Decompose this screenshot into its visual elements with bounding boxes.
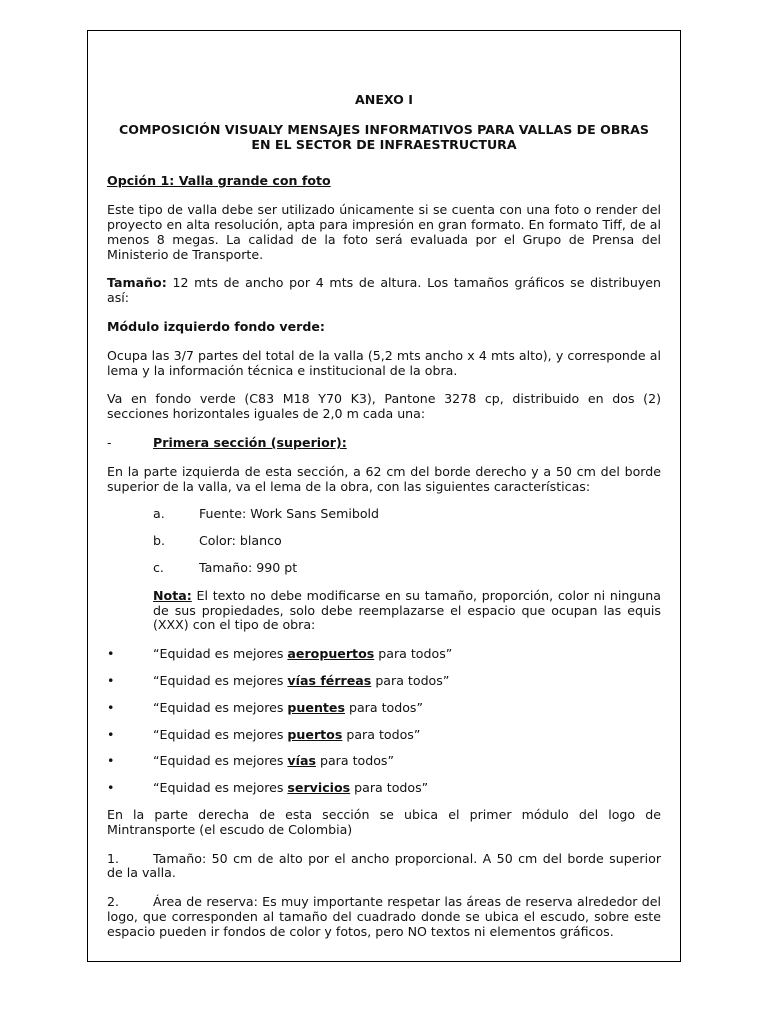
- slogan-keyword: servicios: [287, 780, 351, 796]
- slogan-suffix: para todos”: [315, 753, 394, 769]
- numbered-item: [107, 895, 661, 939]
- paragraph-green-background: Va en fondo verde (C83 M18 Y70 K3), Pantone 3278 cp, distribuido en dos (2) secciones horizontales iguales de 2,0 m cada una:: [107, 391, 661, 422]
- left-module-heading: Módulo izquierdo fondo verde:: [107, 318, 325, 334]
- slogan-item: [107, 754, 661, 769]
- slogan-suffix: para todos”: [371, 672, 450, 688]
- slogan-item: [107, 647, 661, 662]
- slogan-item: [107, 701, 661, 716]
- paragraph-module-share: Ocupa las 3/7 partes del total de la valla (5,2 mts ancho x 4 mts alto), y corresponde al lema y la información técnica e institucional de la obra.: [107, 347, 661, 378]
- item-number: 2.: [107, 894, 120, 910]
- spec-letter: a.: [153, 506, 165, 522]
- slogan-prefix: “Equidad es mejores: [153, 753, 288, 769]
- slogan-text: [153, 781, 428, 796]
- option1-heading: Opción 1: Valla grande con foto: [107, 173, 331, 189]
- slogan-text: [153, 674, 449, 689]
- slogan-suffix: para todos”: [374, 646, 453, 662]
- slogan-keyword: aeropuertos: [287, 646, 375, 662]
- size-label: Tamaño:: [107, 275, 167, 291]
- document-title: COMPOSICIÓN VISUALY MENSAJES INFORMATIVOS PARA VALLAS DE OBRAS EN EL SECTOR DE INFRAESTRUCTURA: [119, 121, 649, 152]
- slogan-keyword: puertos: [287, 726, 343, 742]
- note-text: El texto no debe modificarse en su tamaño, proporción, color ni ninguna de sus propiedades, solo debe reemplazarse el espacio que ocupan las equis (XXX) con el tipo de obra:: [153, 587, 661, 633]
- numbered-item: [107, 852, 661, 882]
- slogan-prefix: “Equidad es mejores: [153, 672, 288, 688]
- section1-heading-row: [107, 436, 661, 451]
- spec-letter: c.: [153, 559, 164, 575]
- bullet-marker: •: [107, 646, 115, 662]
- spec-item: [153, 534, 661, 549]
- item-text: Tamaño: 50 cm de alto por el ancho proporcional. A 50 cm del borde superior de la valla.: [107, 850, 661, 881]
- bullet-marker: •: [107, 672, 115, 688]
- spec-text: Tamaño: 990 pt: [199, 559, 298, 575]
- slogan-keyword: vías: [287, 753, 316, 769]
- slogan-text: [153, 754, 394, 769]
- slogan-suffix: para todos”: [344, 699, 424, 715]
- spec-item: [153, 561, 661, 576]
- slogan-item: [107, 728, 661, 743]
- spec-text: Fuente: Work Sans Semibold: [199, 506, 380, 522]
- document-page: [87, 30, 681, 962]
- slogan-prefix: “Equidad es mejores: [153, 646, 288, 662]
- item-number: 1.: [107, 850, 120, 866]
- spec-letter: b.: [153, 533, 165, 549]
- section1-heading: Primera sección (superior):: [153, 434, 347, 450]
- slogan-text: [153, 701, 423, 716]
- paragraph-logo-module: En la parte derecha de esta sección se ubica el primer módulo del logo de Mintransporte (el escudo de Colombia): [107, 806, 661, 837]
- dash-marker: -: [107, 434, 112, 450]
- spec-text: Color: blanco: [199, 533, 282, 549]
- slogan-item: [107, 674, 661, 689]
- note-paragraph: [153, 589, 661, 633]
- bullet-marker: •: [107, 699, 115, 715]
- bullet-marker: •: [107, 726, 115, 742]
- paragraph-photo-requirements: Este tipo de valla debe ser utilizado únicamente si se cuenta con una foto o render del proyecto en alta resolución, apta para impresión en gran formato. En formato Tiff, de al menos 8 megas. La calidad de la foto será evaluada por el Grupo de Prensa del Ministerio de Transporte.: [107, 202, 661, 262]
- item-text: Área de reserva: Es muy importante respetar las áreas de reserva alrededor del logo, que corresponden al tamaño del cuadrado donde se ubica el escudo, sobre este espacio pueden ir fondos de color y fotos, pero NO textos ni elementos gráficos.: [107, 894, 661, 939]
- bullet-marker: •: [107, 753, 115, 769]
- size-text: 12 mts de ancho por 4 mts de altura. Los tamaños gráficos se distribuyen así:: [107, 275, 661, 306]
- note-label: Nota:: [153, 587, 192, 603]
- paragraph-slogan-position: En la parte izquierda de esta sección, a 62 cm del borde derecho y a 50 cm del borde superior de la valla, va el lema de la obra, con las siguientes características:: [107, 463, 661, 494]
- bullet-marker: •: [107, 780, 115, 796]
- slogan-suffix: para todos”: [350, 780, 429, 796]
- slogan-text: [153, 647, 452, 662]
- slogan-keyword: puentes: [287, 699, 345, 715]
- slogan-prefix: “Equidad es mejores: [153, 780, 288, 796]
- document-content: [107, 93, 661, 939]
- paragraph-size: [107, 276, 661, 306]
- slogan-suffix: para todos”: [342, 726, 421, 742]
- spec-item: [153, 507, 661, 522]
- slogan-keyword: vías férreas: [287, 672, 372, 688]
- slogan-text: [153, 728, 420, 743]
- annex-label: ANEXO I: [355, 92, 413, 107]
- slogan-prefix: “Equidad es mejores: [153, 726, 288, 742]
- slogan-item: [107, 781, 661, 796]
- slogan-prefix: “Equidad es mejores: [153, 699, 288, 715]
